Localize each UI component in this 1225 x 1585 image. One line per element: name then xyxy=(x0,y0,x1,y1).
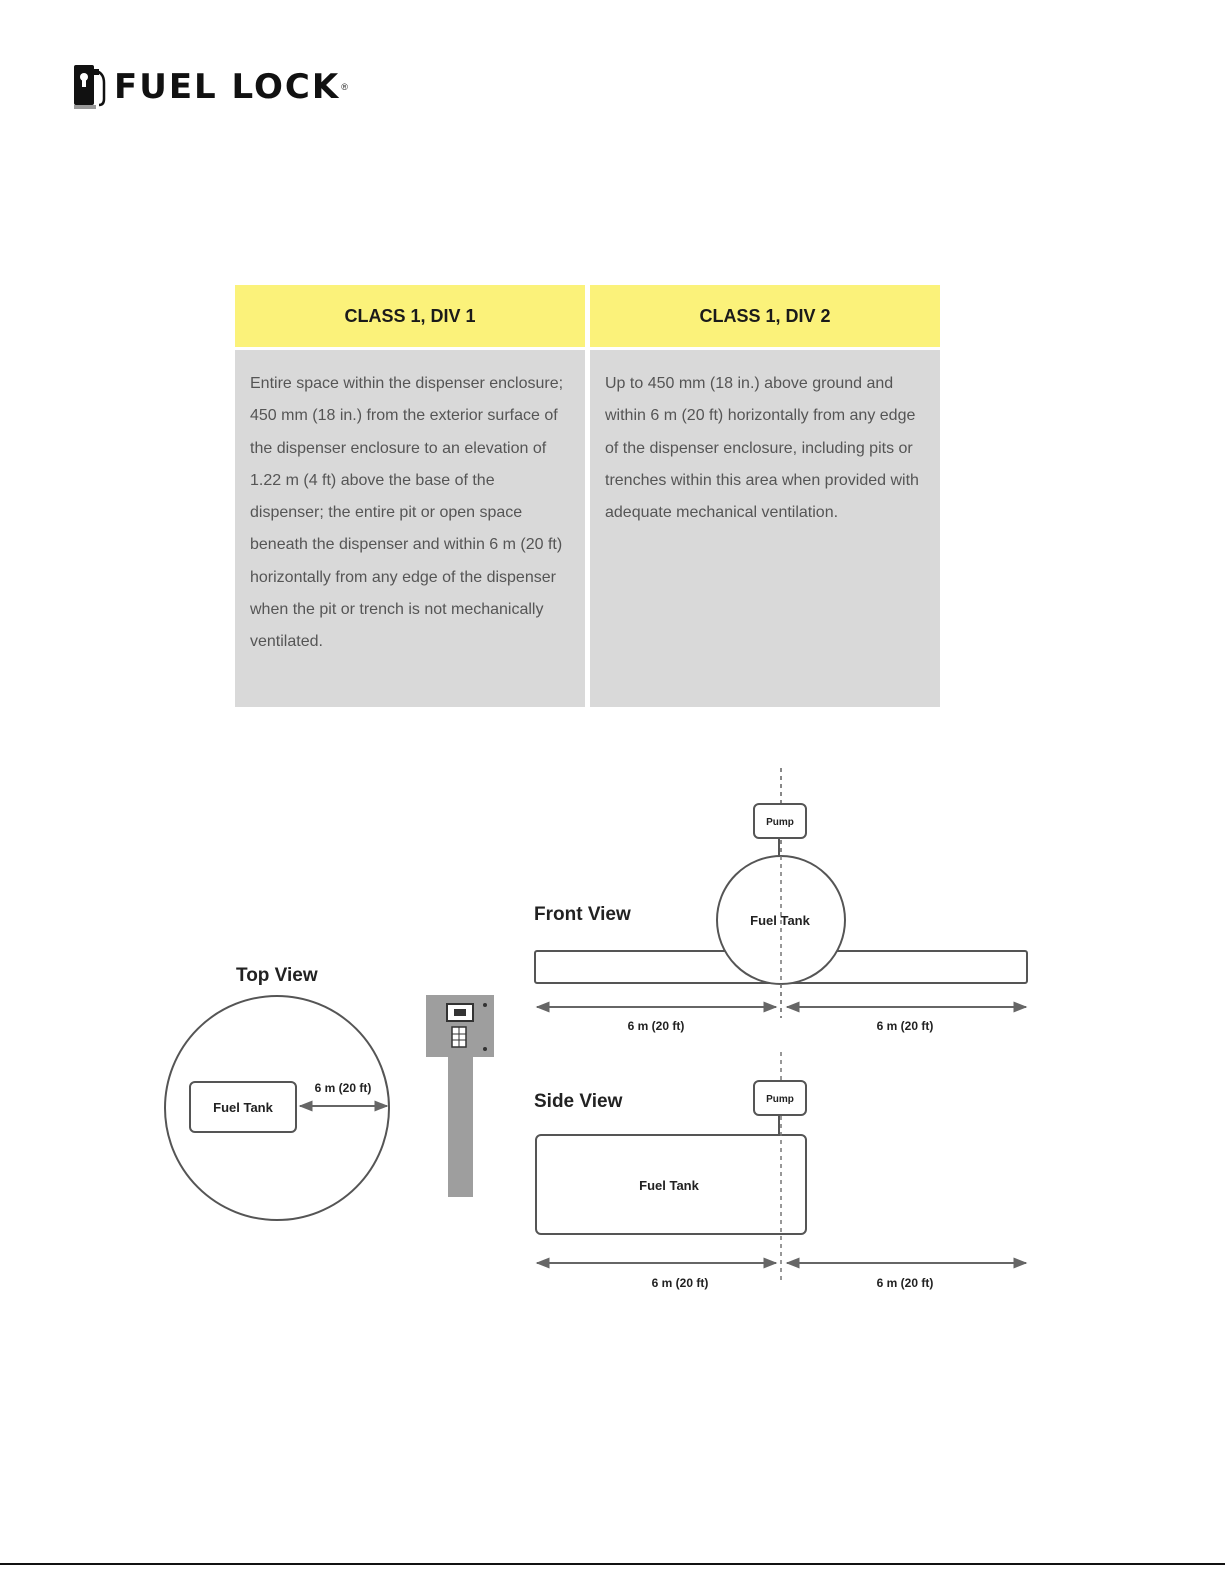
cell-class1-div2: Up to 450 mm (18 in.) above ground and within 6 m (20 ft) horizontally from any edge of the dispenser enclosure, including pits or trenches within this area when provided with adequate mechanical ventilation. xyxy=(590,350,940,707)
side-view xyxy=(534,1052,1026,1290)
registered-mark: ® xyxy=(341,82,348,92)
front-view-left-distance: 6 m (20 ft) xyxy=(627,1019,685,1033)
page-bottom-rule xyxy=(0,1563,1225,1565)
front-view xyxy=(534,768,1027,1033)
logo-text: FUEL LOCK xyxy=(114,67,341,107)
dispenser-post xyxy=(448,1055,473,1197)
top-view-tank-label: Fuel Tank xyxy=(213,1100,273,1115)
header-class1-div1: CLASS 1, DIV 1 xyxy=(235,285,585,347)
side-view-title: Side View xyxy=(534,1091,623,1112)
side-view-left-distance: 6 m (20 ft) xyxy=(651,1276,709,1290)
side-view-pump-label: Pump xyxy=(766,1094,794,1105)
front-view-pump-label: Pump xyxy=(766,817,794,828)
dispenser xyxy=(426,995,494,1197)
cell-class1-div1: Entire space within the dispenser enclosure; 450 mm (18 in.) from the exterior surface of the dispenser enclosure to an elevation of 1.22 m (4 ft) above the base of the dispenser; the entire pit or open space beneath the dispenser and within 6 m (20 ft) horizontally from any edge of the dispenser when the pit or trench is not mechanically ventilated. xyxy=(235,350,585,707)
front-view-tank-label: Fuel Tank xyxy=(750,913,810,928)
header-class1-div2: CLASS 1, DIV 2 xyxy=(590,285,940,347)
front-view-right-distance: 6 m (20 ft) xyxy=(876,1019,934,1033)
side-view-right-distance: 6 m (20 ft) xyxy=(876,1276,934,1290)
top-view-distance-label: 6 m (20 ft) xyxy=(314,1081,372,1095)
front-view-title: Front View xyxy=(534,904,631,925)
top-view-title: Top View xyxy=(236,965,318,986)
top-view xyxy=(165,965,389,1220)
side-view-tank-label: Fuel Tank xyxy=(639,1178,699,1193)
